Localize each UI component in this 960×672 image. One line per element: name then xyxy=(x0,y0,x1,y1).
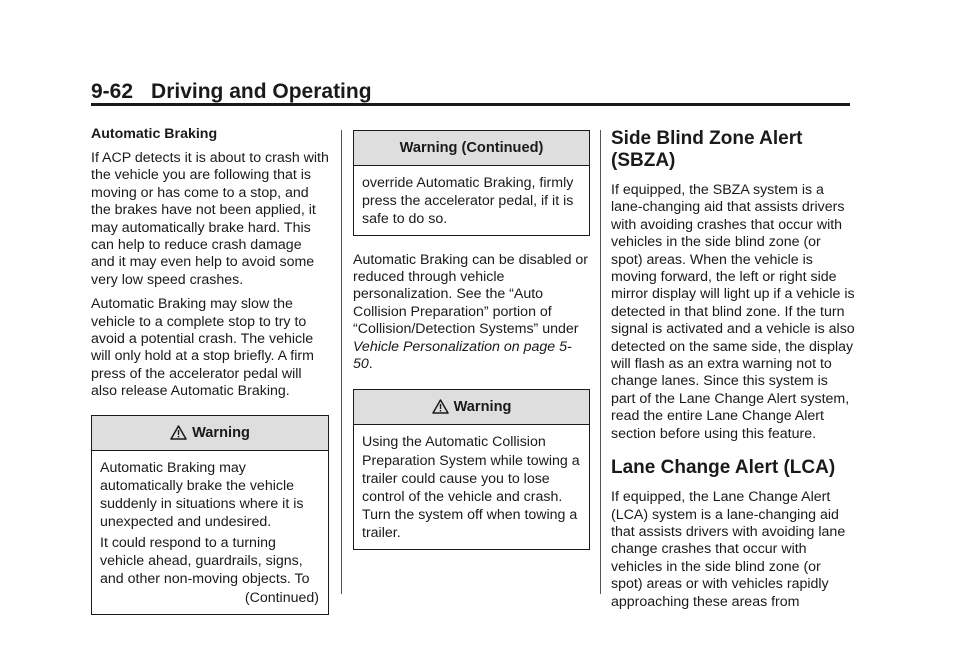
warning-box xyxy=(91,415,329,615)
section-title: Driving and Operating xyxy=(151,80,372,103)
header-rule xyxy=(91,103,850,106)
cross-reference-link[interactable]: Vehicle Personalization on page 5-50 xyxy=(353,338,572,373)
paragraph xyxy=(353,252,590,374)
warning-box-continued xyxy=(353,130,590,236)
page-header xyxy=(91,80,372,104)
paragraph: If equipped, the SBZA system is a lane-changing aid that assists drivers with avoiding crashes that occur with vehicles in the side blind zone (or spot) areas. When the vehicle is moving forward, the left or right side mirror display will light up if a vehicle is detected in that blind zone. If the turn signal is activated and a vehicle is also detected on the same side, the display will flash as an extra warning not to change lanes. Since this system is part of the Lane Change Alert system, read the entire Lane Change Alert section before using this feature. xyxy=(611,182,855,442)
warning-title: Warning xyxy=(192,424,250,441)
paragraph: If equipped, the Lane Change Alert (LCA) system is a lane-changing aid that assists drivers with avoiding lane change crashes that occur with vehicles in the side blind zone (or spot) areas or with vehicles rapidly approaching these areas from xyxy=(611,489,846,610)
page-number: 9-62 xyxy=(91,80,134,103)
column-1 xyxy=(91,126,329,627)
warning-body xyxy=(92,451,328,614)
column-2 xyxy=(353,126,590,562)
warning-body xyxy=(354,425,589,548)
heading-lca: Lane Change Alert (LCA) xyxy=(611,457,836,479)
warning-header: Warning (Continued) xyxy=(354,131,589,166)
paragraph-text: Automatic Braking can be disabled or reduced through vehicle personalization. See the “Auto Collision Preparation” portion of “Collision/Detection Systems” under xyxy=(353,251,589,338)
warning-text: It could respond to a turning vehicle ahead, guardrails, signs, and other non-moving objects. To xyxy=(100,534,310,587)
subheading-automatic-braking: Automatic Braking xyxy=(91,126,218,142)
warning-header xyxy=(354,390,589,425)
warning-triangle-icon xyxy=(432,399,449,414)
warning-triangle-icon xyxy=(170,425,187,440)
warning-box xyxy=(353,389,590,549)
continued-label: (Continued) xyxy=(244,590,319,607)
warning-text: Automatic Braking may automatically brake the vehicle suddenly in situations where it is unexpected and undesired. xyxy=(100,459,304,531)
paragraph-end: . xyxy=(368,356,373,373)
warning-title: Warning xyxy=(453,399,512,416)
column-3 xyxy=(611,126,856,618)
warning-header xyxy=(92,416,328,451)
paragraph: If ACP detects it is about to crash with the vehicle you are following that is moving or has come to a stop, and the brakes have not been applied, it may automatically brake hard. This can help to reduce crash damage and it may even help to avoid some very low speed crashes. xyxy=(91,150,329,288)
warning-body xyxy=(354,166,589,235)
column-divider-2 xyxy=(600,130,601,594)
column-divider-1 xyxy=(341,130,342,594)
warning-text: override Automatic Braking, firmly press the accelerator pedal, if it is safe to do so. xyxy=(362,175,574,228)
warning-text: Using the Automatic Collision Preparation System while towing a trailer could cause you to lose control of the vehicle and crash. Turn the system off when towing a trailer. xyxy=(362,434,580,542)
heading-sbza: Side Blind Zone Alert (SBZA) xyxy=(611,128,803,171)
paragraph: Automatic Braking may slow the vehicle to a complete stop to try to avoid a potential crash. The vehicle will only hold at a stop briefly. A firm press of the accelerator pedal will also release Automatic Braking. xyxy=(91,296,314,400)
